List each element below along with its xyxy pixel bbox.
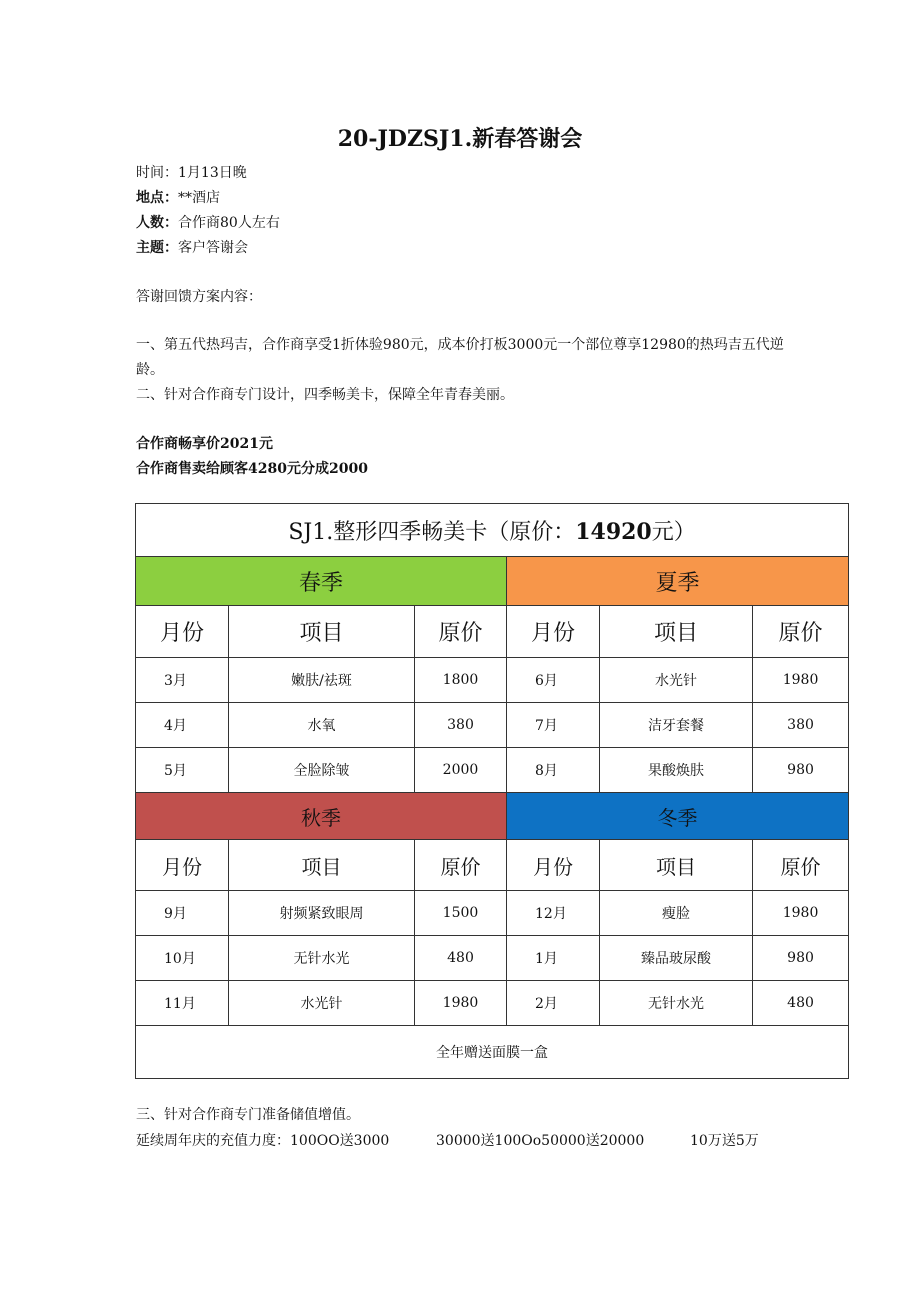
cell-month: 10月 <box>136 936 229 981</box>
recharge-offer <box>136 1130 389 1150</box>
cell-item: 水氧 <box>229 703 415 748</box>
col-price: 原价 <box>753 606 849 658</box>
card-title-price: 14920 <box>575 518 652 545</box>
cell-price: 1980 <box>415 981 507 1026</box>
info-location-value: **酒店 <box>178 190 220 206</box>
card-title-suffix: 元） <box>651 519 696 545</box>
cell-price: 980 <box>753 936 849 981</box>
info-time-value: 时间：1月13日晚 <box>136 165 247 181</box>
cell-price: 2000 <box>415 748 507 793</box>
season-summer-header: 夏季 <box>507 557 849 606</box>
cell-price: 380 <box>415 703 507 748</box>
plan-item-1-line-1: 一、第五代热玛吉，合作商享受1折体验980元，成本价打板3000元一个部位尊享12980的热玛吉五代逆 <box>136 337 784 353</box>
cell-item: 洁牙套餐 <box>600 703 753 748</box>
recharge-mid: 30000送100Oo50000送20000 <box>436 1133 645 1149</box>
cell-price: 1980 <box>753 658 849 703</box>
cell-month: 1月 <box>507 936 600 981</box>
plan-item-1-line-2: 龄。 <box>136 362 164 378</box>
cell-price: 380 <box>753 703 849 748</box>
partner-resale: 合作商售卖给顾客4280元分成2000 <box>136 461 368 477</box>
col-item: 项目 <box>229 606 415 658</box>
cell-item: 无针水光 <box>600 981 753 1026</box>
info-theme-value: 客户答谢会 <box>178 240 248 256</box>
card-title-prefix: SJ1.整形四季畅美卡（原价： <box>288 519 576 545</box>
table-row <box>136 936 849 981</box>
cell-price: 480 <box>753 981 849 1026</box>
info-time <box>136 162 247 182</box>
cell-price: 1980 <box>753 891 849 936</box>
cell-item: 射频紧致眼周 <box>229 891 415 936</box>
cell-item: 全脸除皱 <box>229 748 415 793</box>
col-price: 原价 <box>753 840 849 891</box>
recharge-end: 10万送5万 <box>690 1133 759 1149</box>
cell-month: 6月 <box>507 658 600 703</box>
plan-item-2: 二、针对合作商专门设计，四季畅美卡，保障全年青春美丽。 <box>136 387 514 403</box>
col-month: 月份 <box>136 606 229 658</box>
col-item: 项目 <box>600 606 753 658</box>
cell-month: 12月 <box>507 891 600 936</box>
table-row <box>136 891 849 936</box>
col-item: 项目 <box>229 840 415 891</box>
cell-item: 水光针 <box>600 658 753 703</box>
season-spring-header: 春季 <box>136 557 507 606</box>
info-location-label: 地点： <box>136 190 178 206</box>
card-footer-gift: 全年赠送面膜一盒 <box>136 1026 849 1079</box>
info-attendees <box>136 212 280 232</box>
col-month: 月份 <box>136 840 229 891</box>
card-title <box>136 504 849 557</box>
cell-item: 臻品玻尿酸 <box>600 936 753 981</box>
cell-month: 9月 <box>136 891 229 936</box>
cell-price: 1800 <box>415 658 507 703</box>
cell-price: 480 <box>415 936 507 981</box>
cell-month: 4月 <box>136 703 229 748</box>
cell-item: 嫩肤/祛斑 <box>229 658 415 703</box>
col-month: 月份 <box>507 606 600 658</box>
cell-month: 11月 <box>136 981 229 1026</box>
plan-heading: 答谢回馈方案内容： <box>136 289 262 305</box>
cell-month: 7月 <box>507 703 600 748</box>
col-price: 原价 <box>415 840 507 891</box>
cell-month: 5月 <box>136 748 229 793</box>
table-row <box>136 703 849 748</box>
info-theme-label: 主题： <box>136 240 178 256</box>
page-title: 20-JDZSJ1.新春答谢会 <box>337 126 583 152</box>
col-item: 项目 <box>600 840 753 891</box>
recharge-prefix: 延续周年庆的充值力度：100OO送3000 <box>136 1133 390 1149</box>
info-attendees-value: 合作商80人左右 <box>178 215 280 231</box>
plan-item-3: 三、针对合作商专门准备储值增值。 <box>136 1107 360 1123</box>
table-row <box>136 658 849 703</box>
cell-price: 1500 <box>415 891 507 936</box>
info-attendees-label: 人数： <box>136 215 178 231</box>
season-autumn-header: 秋季 <box>136 793 507 840</box>
col-month: 月份 <box>507 840 600 891</box>
cell-month: 3月 <box>136 658 229 703</box>
season-card-table <box>135 503 849 1079</box>
cell-month: 8月 <box>507 748 600 793</box>
cell-item: 水光针 <box>229 981 415 1026</box>
season-winter-header: 冬季 <box>507 793 849 840</box>
cell-month: 2月 <box>507 981 600 1026</box>
table-row <box>136 748 849 793</box>
cell-price: 980 <box>753 748 849 793</box>
partner-price: 合作商畅享价2021元 <box>136 436 273 452</box>
info-theme <box>136 237 248 257</box>
table-row <box>136 981 849 1026</box>
info-location <box>136 187 220 207</box>
cell-item: 果酸焕肤 <box>600 748 753 793</box>
cell-item: 瘦脸 <box>600 891 753 936</box>
cell-item: 无针水光 <box>229 936 415 981</box>
col-price: 原价 <box>415 606 507 658</box>
